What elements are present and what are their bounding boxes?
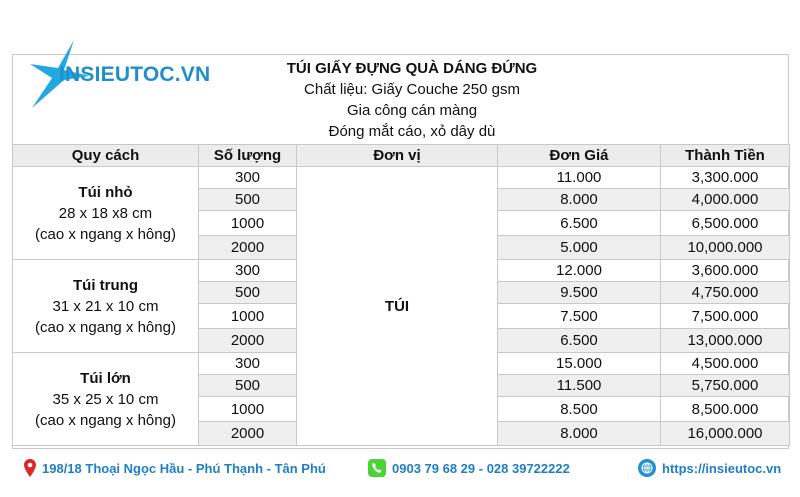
qty-cell: 300 xyxy=(199,260,297,282)
col-header-qty: Số lượng xyxy=(199,145,297,167)
total-cell: 4,000.000 xyxy=(661,189,790,211)
phone-text[interactable]: 0903 79 68 29 - 028 39722222 xyxy=(392,460,570,476)
total-cell: 3,600.000 xyxy=(661,260,790,282)
unit-price-cell: 11.000 xyxy=(498,167,661,189)
total-cell: 7,500.000 xyxy=(661,304,790,329)
price-table xyxy=(12,144,790,446)
globe-icon xyxy=(638,459,656,477)
spec-dims-note: (cao x ngang x hông) xyxy=(35,225,176,243)
spec-dims-note: (cao x ngang x hông) xyxy=(35,318,176,336)
total-cell: 16,000.000 xyxy=(661,422,790,446)
total-cell: 10,000.000 xyxy=(661,236,790,260)
unit-price-cell: 12.000 xyxy=(498,260,661,282)
spec-size: 28 x 18 x8 cm xyxy=(58,204,153,222)
spec-name: Túi lớn xyxy=(80,369,131,387)
unit-price-cell: 11.500 xyxy=(498,375,661,397)
unit-price-cell: 6.500 xyxy=(498,329,661,353)
qty-cell: 2000 xyxy=(199,236,297,260)
material-line: Chất liệu: Giấy Couche 250 gsm xyxy=(304,81,520,98)
qty-cell: 300 xyxy=(199,353,297,375)
total-cell: 13,000.000 xyxy=(661,329,790,353)
address-text: 198/18 Thoại Ngọc Hầu - Phú Thạnh - Tân Phú xyxy=(42,460,326,476)
product-title: TÚI GIẤY ĐỰNG QUÀ DÁNG ĐỨNG xyxy=(286,60,538,77)
qty-cell: 1000 xyxy=(199,304,297,329)
qty-cell: 500 xyxy=(199,189,297,211)
total-cell: 5,750.000 xyxy=(661,375,790,397)
total-cell: 4,750.000 xyxy=(661,282,790,304)
unit-price-cell: 5.000 xyxy=(498,236,661,260)
total-cell: 3,300.000 xyxy=(661,167,790,189)
unit-price-cell: 15.000 xyxy=(498,353,661,375)
unit-price-cell: 8.000 xyxy=(498,422,661,446)
logo-text: INSIEUTOC.VN xyxy=(59,63,211,86)
footer-address xyxy=(24,459,326,477)
spec-dims-note: (cao x ngang x hông) xyxy=(35,411,176,429)
footer-phone[interactable] xyxy=(368,459,570,477)
finish-line: Đóng mắt cáo, xỏ dây dù xyxy=(328,123,496,140)
total-cell: 8,500.000 xyxy=(661,397,790,422)
title-lines xyxy=(212,58,612,142)
footer-website[interactable] xyxy=(638,459,781,477)
process-line: Gia công cán màng xyxy=(346,102,478,119)
spec-name: Túi trung xyxy=(73,276,138,294)
col-header-unit: Đơn vị xyxy=(297,145,498,167)
spec-size: 35 x 25 x 10 cm xyxy=(52,390,159,408)
qty-cell: 2000 xyxy=(199,422,297,446)
unit-price-cell: 8.000 xyxy=(498,189,661,211)
unit-price-cell: 6.500 xyxy=(498,211,661,236)
col-header-spec: Quy cách xyxy=(13,145,199,167)
unit-cell: TÚI xyxy=(297,167,498,446)
unit-price-cell: 8.500 xyxy=(498,397,661,422)
col-header-total: Thành Tiền xyxy=(661,145,790,167)
qty-cell: 500 xyxy=(199,282,297,304)
qty-cell: 1000 xyxy=(199,211,297,236)
table-row xyxy=(13,167,790,189)
qty-cell: 500 xyxy=(199,375,297,397)
unit-price-cell: 9.500 xyxy=(498,282,661,304)
website-link[interactable]: https://insieutoc.vn xyxy=(662,460,782,476)
qty-cell: 300 xyxy=(199,167,297,189)
spec-cell-medium xyxy=(13,260,199,353)
spec-size: 31 x 21 x 10 cm xyxy=(52,297,159,315)
qty-cell: 2000 xyxy=(199,329,297,353)
total-cell: 6,500.000 xyxy=(661,211,790,236)
col-header-unit-price: Đơn Giá xyxy=(498,145,661,167)
unit-price-cell: 7.500 xyxy=(498,304,661,329)
qty-cell: 1000 xyxy=(199,397,297,422)
contact-footer xyxy=(0,459,800,483)
total-cell: 4,500.000 xyxy=(661,353,790,375)
phone-icon xyxy=(368,459,386,477)
spec-cell-large xyxy=(13,353,199,446)
spec-name: Túi nhỏ xyxy=(78,183,133,201)
spec-cell-small xyxy=(13,167,199,260)
table-header-row xyxy=(13,145,790,167)
location-pin-icon xyxy=(24,459,36,477)
